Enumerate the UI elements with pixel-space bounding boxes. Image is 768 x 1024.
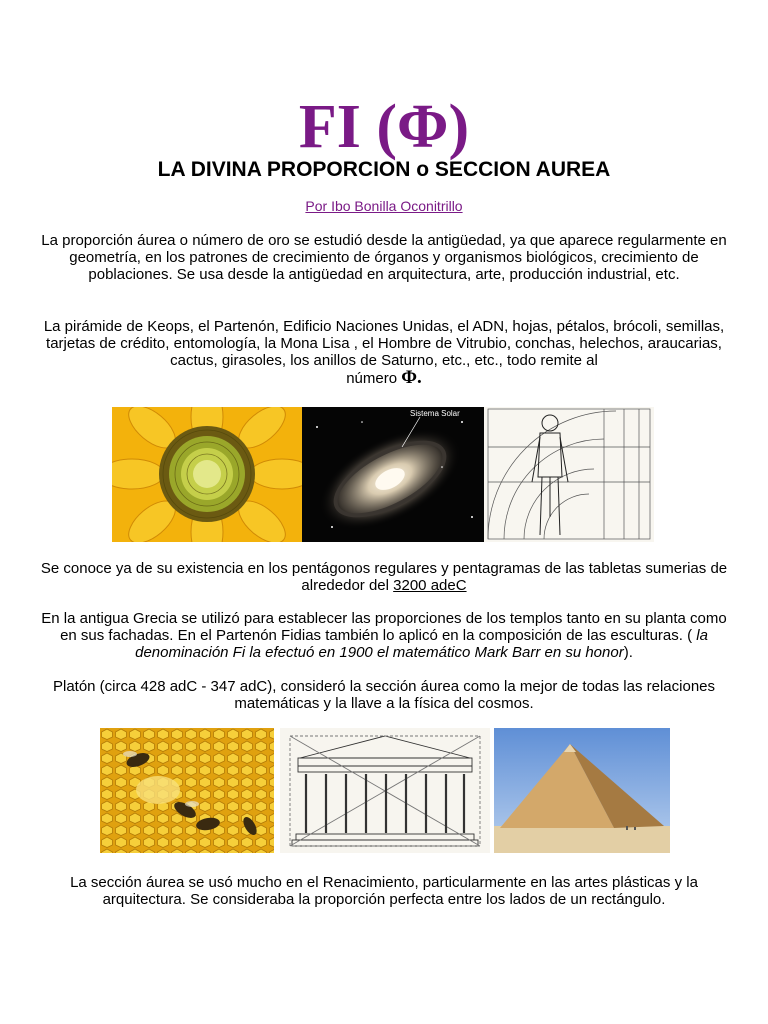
paragraph-sumerian	[40, 560, 728, 594]
paragraph-examples-text: La pirámide de Keops, el Partenón, Edificio Naciones Unidas, el ADN, hojas, pétalos, brócoli, semillas, tarjetas de crédito, entomología, la Mona Lisa , el Hombre de Vitrubio, conchas, helechos, araucarias, cactus, girasoles, los anillos de Saturno, etc., etc., todo remite al	[43, 318, 725, 369]
paragraph-greece-italic: la denominación Fi la efectuó en 1900 el matemático Mark Barr en su honor	[135, 627, 708, 661]
paragraph-renaissance: La sección áurea se usó mucho en el Renacimiento, particularmente en las artes plásticas y la arquitectura. Se consideraba la proporción perfecta entre los lados de un rectángulo.	[70, 874, 698, 908]
parthenon-diagram-image	[280, 728, 490, 853]
phi-symbol: Φ.	[401, 367, 422, 388]
galaxy-image	[302, 407, 484, 542]
page-subtitle: LA DIVINA PROPORCION o SECCION AUREA	[157, 158, 611, 181]
page-title: FI (Φ)	[298, 93, 470, 161]
vitruvian-proportion-image	[484, 407, 654, 542]
paragraph-greece-text: En la antigua Grecia se utilizó para establecer las proporciones de los templos tanto en su planta como en sus fachadas. En el Partenón Fidias también lo aplicó en la composición de las esculturas. (	[41, 610, 727, 644]
paragraph-sumerian-text: Se conoce ya de su existencia en los pentágonos regulares y pentagramas de las tabletas sumerias de alrededor del	[40, 560, 728, 594]
paragraph-intro: La proporción áurea o número de oro se estudió desde la antigüedad, ya que aparece regularmente en geometría, en los patrones de crecimiento de órganos y organismos biológicos, crecimiento de poblaciones. Se usa desde la antigüedad en arquitectura, arte, producción industrial, etc.	[41, 232, 727, 283]
sunflower-image	[112, 407, 302, 542]
pyramid-image	[494, 728, 670, 853]
paragraph-greece-end: ).	[623, 644, 633, 661]
date-link[interactable]: 3200 adeC	[393, 577, 467, 594]
paragraph-greece	[40, 610, 728, 661]
paragraph-plato: Platón (circa 428 adC - 347 adC), consideró la sección áurea como la mejor de todas las relaciones matemáticas y la llave a la física del cosmos.	[52, 678, 715, 712]
author-link[interactable]: Por Ibo Bonilla Oconitrillo	[305, 198, 463, 214]
paragraph-examples	[40, 318, 728, 387]
honeycomb-image	[100, 728, 274, 853]
paragraph-examples-number: número	[346, 370, 402, 387]
galaxy-label: Sistema Solar	[410, 409, 460, 418]
